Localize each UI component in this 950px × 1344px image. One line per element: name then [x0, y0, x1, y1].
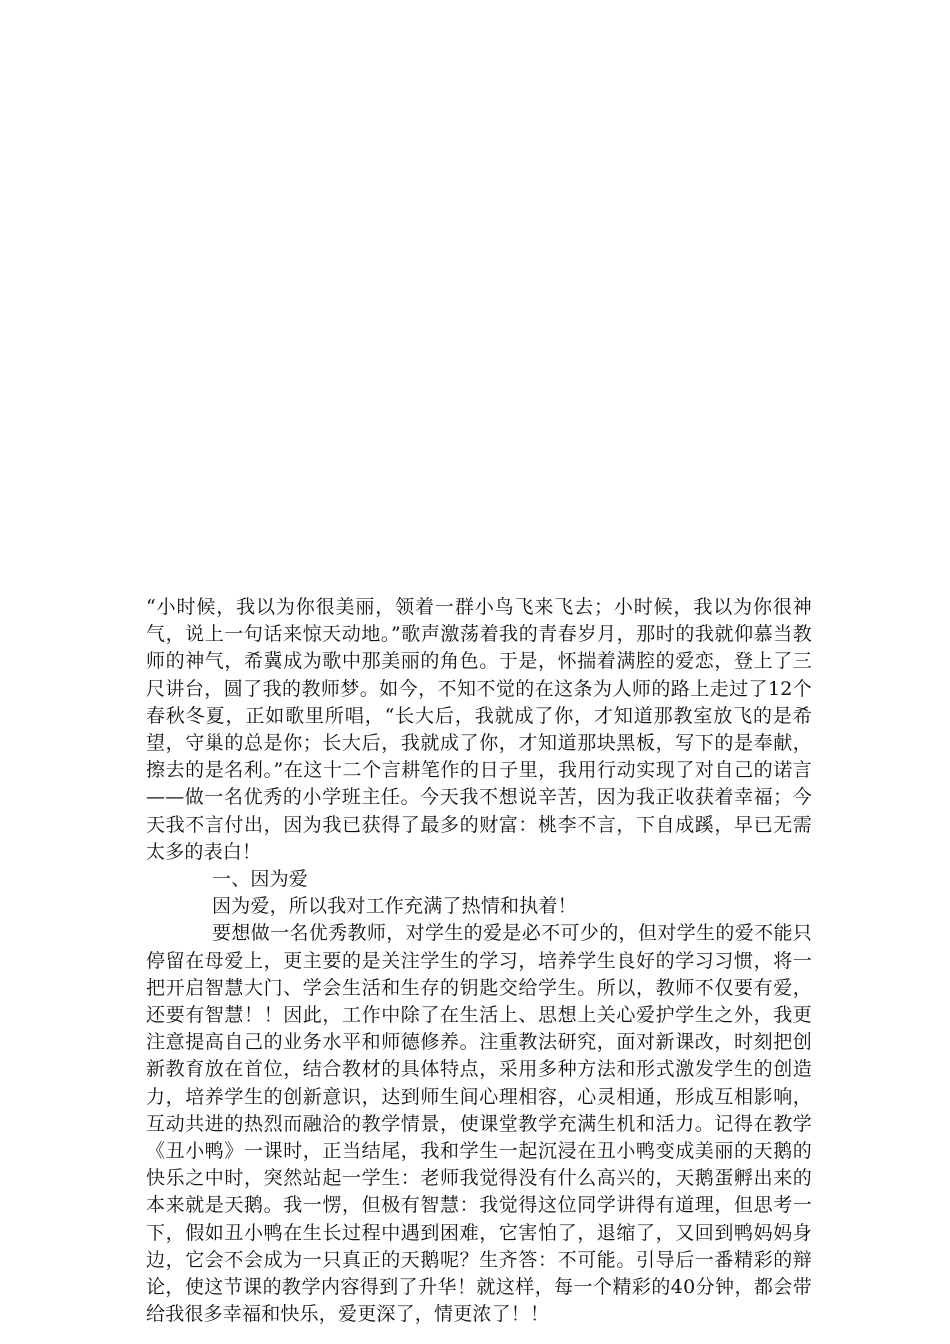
section-heading: 一、因为爱: [212, 868, 309, 891]
document-body: [146, 594, 812, 1328]
body-paragraph-2: 要想做一名优秀教师，对学生的爱是必不可少的，但对学生的爱不能只停留在母爱上，更主要的是关注学生的学习，培养学生良好的学习习惯，将一把开启智慧大门、学会生活和生存的钥匙交给学生。所以，教师不仅要有爱，还要有智慧！！因此，工作中除了在生活上、思想上关心爱护学生之外，我更注意提高自己的业务水平和师德修养。注重教法研究，面对新课改，时刻把创新教育放在首位，结合教材的具体特点，采用多种方法和形式激发学生的创造力，培养学生的创新意识，达到师生间心理相容，心灵相通，形成互相影响，互动共进的热烈而融洽的教学情景，使课堂教学充满生机和活力。记得在教学《丑小鸭》一课时，正当结尾，我和学生一起沉浸在丑小鸭变成美丽的天鹅的快乐之中时，突然站起一学生：老师我觉得没有什么高兴的，天鹅蛋孵出来的本来就是天鹅。我一愣，但极有智慧：我觉得这位同学讲得有道理，但思考一下，假如丑小鸭在生长过程中遇到困难，它害怕了，退缩了，又回到鸭妈妈身边，它会不会成为一只真正的天鹅呢？生齐答：不可能。引导后一番精彩的辩论，使这节课的教学内容得到了升华！就这样，每一个精彩的40分钟，都会带给我很多幸福和快乐，爱更深了，情更浓了！！: [146, 922, 812, 1326]
body-paragraph-1: 因为爱，所以我对工作充满了热情和执着！: [212, 895, 577, 918]
intro-paragraph: “小时候，我以为你很美丽，领着一群小鸟飞来飞去；小时候，我以为你很神气，说上一句话来惊天动地。”歌声激荡着我的青春岁月，那时的我就仰慕当教师的神气，希冀成为歌中那美丽的角色。于是，怀揣着满腔的爱恋，登上了三尺讲台，圆了我的教师梦。如今，不知不觉的在这条为人师的路上走过了12个春秋冬夏，正如歌里所唱，“长大后，我就成了你，才知道那教室放飞的是希望，守巢的总是你；长大后，我就成了你，才知道那块黑板，写下的是奉献，擦去的是名利。”在这十二个言耕笔作的日子里，我用行动实现了对自己的诺言——做一名优秀的小学班主任。今天我不想说辛苦，因为我正收获着幸福；今天我不言付出，因为我已获得了最多的财富：桃李不言，下自成蹊，早已无需太多的表白！: [146, 596, 812, 863]
